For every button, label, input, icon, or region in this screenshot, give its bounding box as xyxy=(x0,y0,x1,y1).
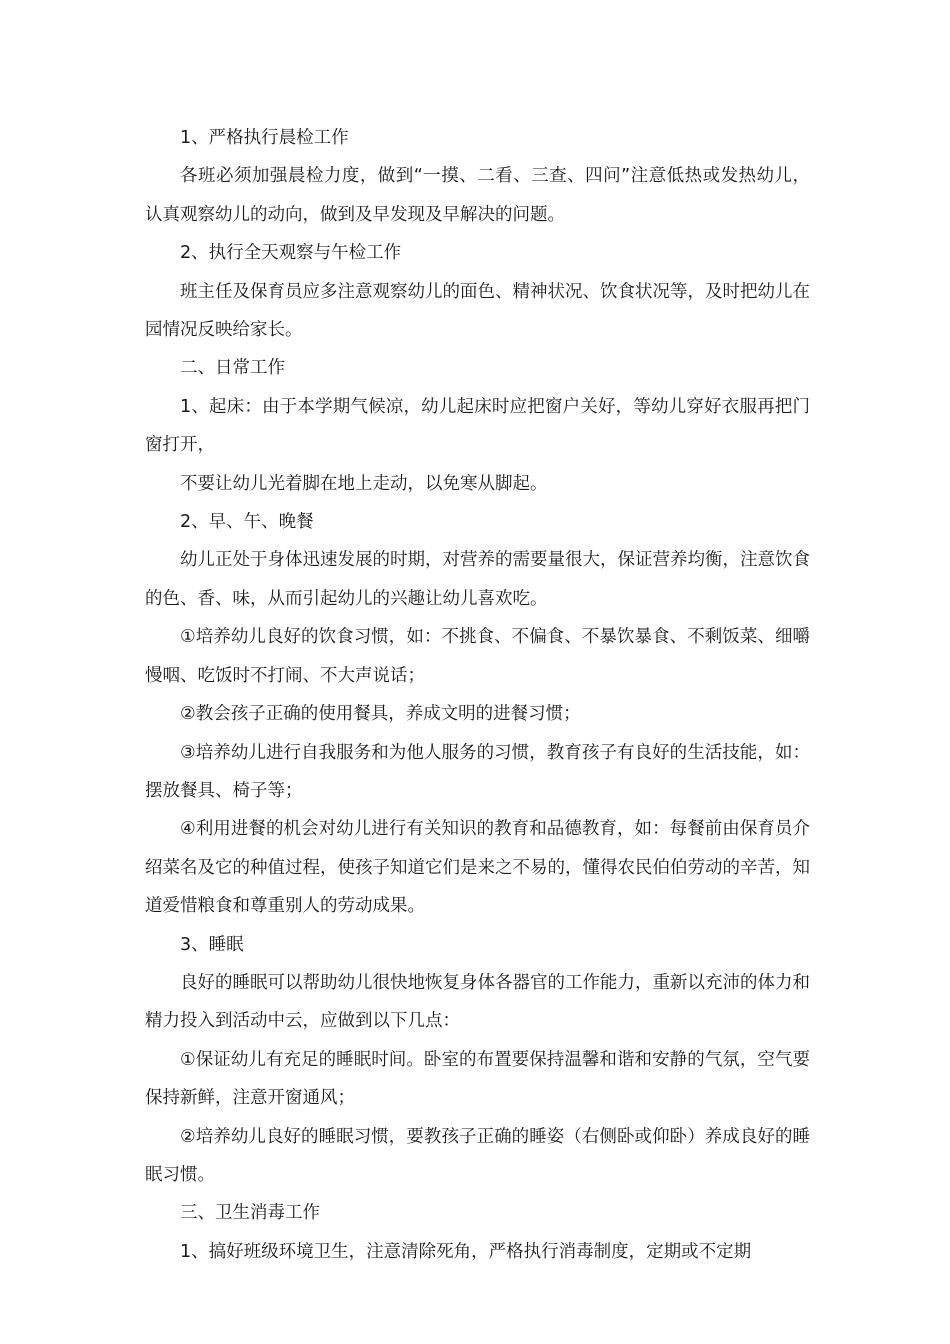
list-item-sleep-habits: ②培养幼儿良好的睡眠习惯，要教孩子正确的睡姿（右侧卧或仰卧）养成良好的睡眠习惯。 xyxy=(145,1126,810,1185)
heading-morning-check: 1、严格执行晨检工作 xyxy=(180,128,349,148)
section-heading-daily-work: 二、日常工作 xyxy=(180,358,285,379)
section-heading-hygiene: 三、卫生消毒工作 xyxy=(180,1203,320,1224)
heading-sleep: 3、睡眠 xyxy=(180,934,244,955)
paragraph-morning-check: 各班必须加强晨检力度，做到“一摸、二看、三查、四问”注意低热或发热幼儿，认真观察幼儿的动向，做到及早发现及早解决的问题。 xyxy=(145,166,810,225)
list-item-eating-habits: ①培养幼儿良好的饮食习惯，如：不挑食、不偏食、不暴饮暴食、不剩饭菜、细嚼慢咽、吃饭时不打闹、不大声说话； xyxy=(145,627,810,686)
paragraph-nutrition: 幼儿正处于身体迅速发展的时期，对营养的需要量很大，保证营养均衡，注意饮食的色、香、味，从而引起幼儿的兴趣让幼儿喜欢吃。 xyxy=(145,550,810,609)
list-item-tableware: ②教会孩子正确的使用餐具，养成文明的进餐习惯； xyxy=(180,704,581,725)
document-body xyxy=(145,119,810,1271)
list-item-sleep-time: ①保证幼儿有充足的睡眠时间。卧室的布置要保持温馨和谐和安静的气氛，空气要保持新鲜，注意开窗通风； xyxy=(145,1049,810,1109)
list-item-self-service: ③培养幼儿进行自我服务和为他人服务的习惯，教育孩子有良好的生活技能，如：摆放餐具、椅子等； xyxy=(145,742,810,801)
paragraph-daily-observation: 班主任及保育员应多注意观察幼儿的面色、精神状况、饮食状况等，及时把幼儿在园情况反映给家长。 xyxy=(145,281,810,341)
paragraph-hygiene: 1、搞好班级环境卫生，注意清除死角，严格执行消毒制度，定期或不定期 xyxy=(180,1241,752,1262)
heading-daily-observation: 2、执行全天观察与午检工作 xyxy=(180,243,402,264)
list-item-meal-education: ④利用进餐的机会对幼儿进行有关知识的教育和品德教育，如：每餐前由保育员介绍菜名及它的种值过程，使孩子知道它们是来之不易的，懂得农民伯伯劳动的辛苦，知道爱惜粮食和尊重别人的劳动成果。 xyxy=(145,819,810,917)
paragraph-sleep: 良好的睡眠可以帮助幼儿很快地恢复身体各器官的工作能力，重新以充沛的体力和精力投入到活动中云，应做到以下几点： xyxy=(145,972,810,1032)
heading-meals: 2、早、午、晚餐 xyxy=(180,512,314,533)
paragraph-getting-up: 1、起床：由于本学期气候凉，幼儿起床时应把窗户关好，等幼儿穿好衣服再把门窗打开， xyxy=(145,396,810,456)
paragraph-barefoot: 不要让幼儿光着脚在地上走动，以免寒从脚起。 xyxy=(180,473,548,494)
